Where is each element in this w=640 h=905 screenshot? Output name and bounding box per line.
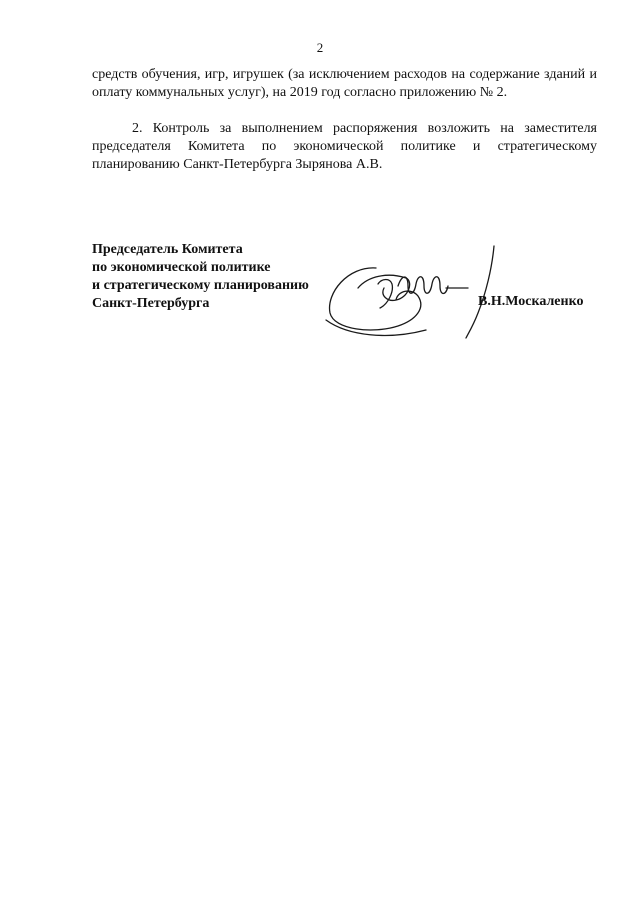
signatory-title-line: по экономической политике — [92, 260, 271, 275]
page-number: 2 — [316, 40, 324, 55]
signer-name: В.Н.Москаленко — [478, 294, 584, 309]
paragraph-control-clause: 2. Контроль за выполнением распоряжения возложить на заместителя председателя Комитета по экономической политике и стратегическому планированию Санкт-Петербурга Зырянова А.В. — [92, 121, 597, 172]
signatory-title-line: и стратегическому планированию — [92, 278, 309, 293]
handwritten-signature — [318, 238, 508, 348]
paragraph-continuation: средств обучения, игр, игрушек (за исключением расходов на содержание зданий и оплату коммунальных услуг), на 2019 год согласно приложению № 2. — [92, 67, 597, 100]
signatory-title — [92, 241, 309, 313]
signatory-title-line: Председатель Комитета — [92, 242, 243, 257]
signatory-title-line: Санкт-Петербурга — [92, 296, 210, 311]
